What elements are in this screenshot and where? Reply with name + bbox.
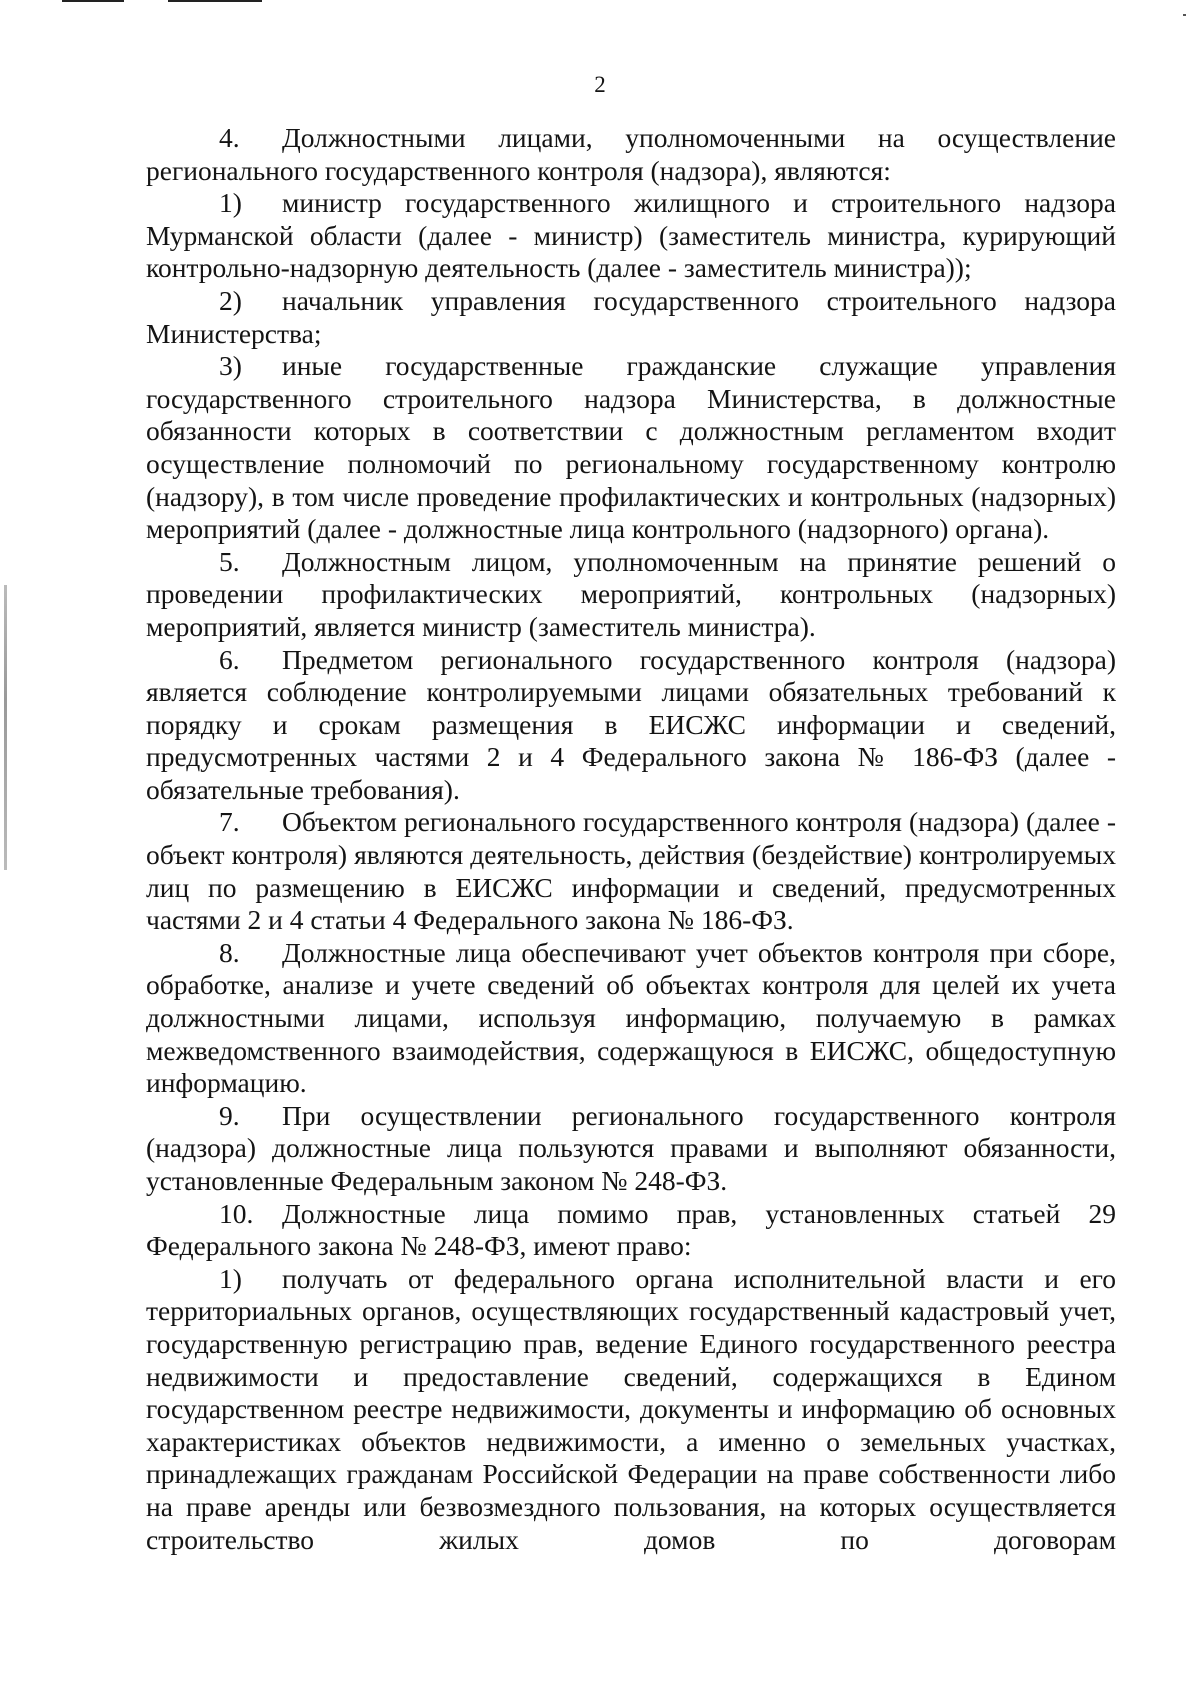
paragraph-subitem-10-1 (146, 1263, 1116, 1556)
item-number: 1) (219, 187, 242, 219)
item-number: 3) (219, 350, 242, 382)
item-number: 1) (219, 1262, 242, 1294)
paragraph-item-5 (146, 546, 1116, 644)
paragraph-text: Должностные лица помимо прав, установленных статьей 29 Федерального закона № 248-ФЗ, имеют право: (146, 1197, 1116, 1262)
item-number: 9. (219, 1099, 240, 1131)
scan-artifact-left-edge (4, 585, 7, 870)
scan-artifact-top-center (168, 0, 262, 2)
paragraph-item-7 (146, 806, 1116, 936)
item-number: 6. (219, 643, 240, 675)
paragraph-item-10 (146, 1198, 1116, 1263)
item-number: 2) (219, 284, 242, 316)
paragraph-text: Предметом регионального государственного контроля (надзора) является соблюдение контролируемыми лицами обязательных требований к порядку и срокам размещения в ЕИСЖС информации и сведений, предусмотренных частями 2 и 4 Федерального закона № 186-ФЗ (далее - обязательные требования). (146, 643, 1116, 805)
paragraph-text: иные государственные гражданские служащие управления государственного строительного надзора Министерства, в должностные обязанности которых в соответствии с должностным регламентом входит осуществление полномочий по региональному государственному контролю (надзору), в том числе проведение профилактических и контрольных (надзорных) мероприятий (далее - должностные лица контрольного (надзорного) органа). (146, 350, 1116, 545)
scan-artifact-top-left (62, 0, 124, 2)
item-number: 7. (219, 806, 240, 838)
scan-artifact-top-right (1183, 14, 1186, 16)
paragraph-text: При осуществлении регионального государственного контроля (надзора) должностные лица пользуются правами и выполняют обязанности, установленные Федеральным законом № 248-ФЗ. (146, 1099, 1116, 1196)
paragraph-item-9 (146, 1100, 1116, 1198)
paragraph-subitem-4-1 (146, 187, 1116, 285)
paragraph-text: Объектом регионального государственного контроля (надзора) (далее - объект контроля) являются деятельность, действия (бездействие) контролируемых лиц по размещению в ЕИСЖС информации и сведений, предусмотренных частями 2 и 4 статьи 4 Федерального закона № 186-ФЗ. (146, 806, 1116, 936)
item-number: 10. (219, 1197, 254, 1229)
item-number: 5. (219, 545, 240, 577)
item-number: 8. (219, 936, 240, 968)
paragraph-text: Должностными лицами, уполномоченными на осуществление регионального государственного контроля (надзора), являются: (146, 122, 1116, 186)
paragraph-item-6 (146, 644, 1116, 807)
paragraph-item-4 (146, 122, 1116, 187)
item-number: 4. (219, 122, 240, 153)
paragraph-text: начальник управления государственного строительного надзора Министерства; (146, 284, 1116, 349)
paragraph-text: получать от федерального органа исполнительной власти и его территориальных органов, осуществляющих государственный кадастровый учет, государственную регистрацию прав, ведение Единого государственного реестра недвижимости и предоставление сведений, содержащихся в Едином государственном реестре недвижимости, документы и информацию об основных характеристиках объектов недвижимости, а именно о земельных участках, принадлежащих гражданам Российской Федерации на праве собственности либо на праве аренды или безвозмездного пользования, на которых осуществляется строительство жилых домов по договорам (146, 1262, 1116, 1555)
paragraph-text: Должностным лицом, уполномоченным на принятие решений о проведении профилактических мероприятий, контрольных (надзорных) мероприятий, является министр (заместитель министра). (146, 545, 1116, 642)
paragraph-item-8 (146, 937, 1116, 1100)
page-number: 2 (594, 72, 606, 97)
paragraph-subitem-4-3 (146, 350, 1116, 546)
paragraph-subitem-4-2 (146, 285, 1116, 350)
paragraph-text: министр государственного жилищного и строительного надзора Мурманской области (далее - министр) (заместитель министра, курирующий контрольно-надзорную деятельность (далее - заместитель министра)); (146, 187, 1116, 284)
paragraph-text: Должностные лица обеспечивают учет объектов контроля при сборе, обработке, анализе и учете сведений об объектах контроля для целей их учета должностными лицами, используя информацию, получаемую в рамках межведомственного взаимодействия, содержащуюся в ЕИСЖС, общедоступную информацию. (146, 936, 1116, 1099)
document-body (146, 122, 1116, 1556)
